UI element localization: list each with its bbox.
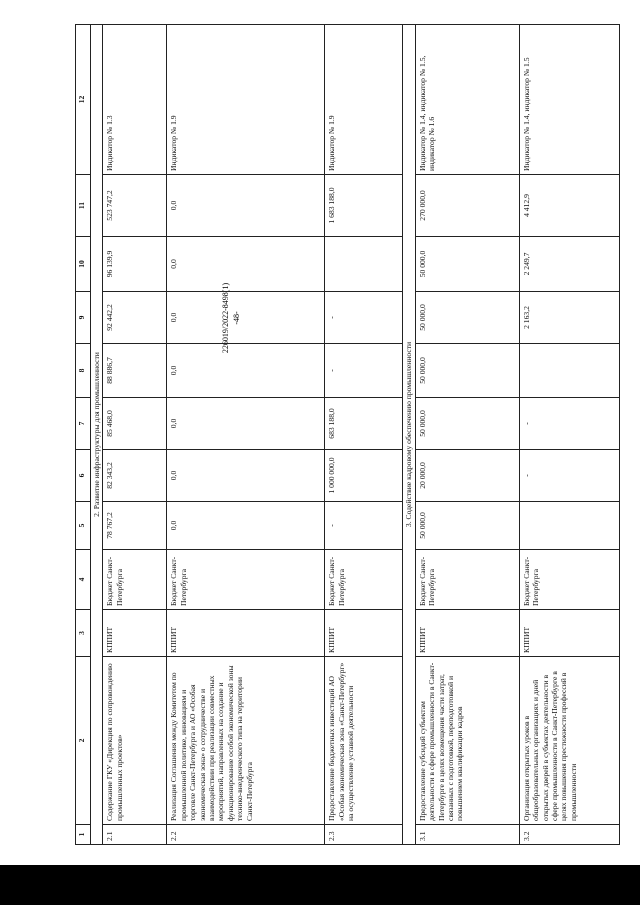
total-cell: 523 747,2 — [103, 175, 167, 237]
indicator: Индикатор № 1.3 — [103, 25, 167, 175]
row-number: 3.2 — [519, 825, 619, 845]
section-title: 2. Развитие инфраструктуры для промышленности — [91, 25, 103, 845]
funding-source: Бюджет Санкт-Петербурга — [103, 550, 167, 610]
value-cell: 78 767,2 — [103, 502, 167, 550]
executor: КППИТ — [415, 610, 519, 657]
indicator: Индикатор № 1.9 — [167, 25, 325, 175]
col-num: 9 — [76, 292, 91, 344]
value-cell: 50 000,0 — [415, 344, 519, 398]
col-num: 1 — [76, 825, 91, 845]
funding-source: Бюджет Санкт-Петербурга — [519, 550, 619, 610]
col-num: 5 — [76, 502, 91, 550]
value-cell: 2 163,2 — [519, 292, 619, 344]
total-cell: 4 412,9 — [519, 175, 619, 237]
value-cell: 50 000,0 — [415, 237, 519, 292]
col-num: 2 — [76, 657, 91, 825]
value-cell: - — [325, 292, 403, 344]
col-num: 3 — [76, 610, 91, 657]
value-cell: 0,0 — [167, 450, 325, 502]
activity-name: Содержание ГКУ «Дирекция по сопровождению промышленных проектов» — [103, 657, 167, 825]
funding-source: Бюджет Санкт-Петербурга — [415, 550, 519, 610]
col-num: 12 — [76, 25, 91, 175]
col-num: 7 — [76, 398, 91, 450]
col-num: 8 — [76, 344, 91, 398]
value-cell: 50 000,0 — [415, 398, 519, 450]
value-cell: 0,0 — [167, 502, 325, 550]
activity-name: Реализация Соглашения между Комитетом по промышленной политике, инновациям и торговле Санкт-Петербурга и АО «Особая экономическая зона» о сотрудничестве и взаимодействии при реализации совместных мероприятий, направленных на создание и функционирование особой экономической зоны технико-внедренческого типа на территории Санкт-Петербурга — [167, 657, 325, 825]
row-number: 2.1 — [103, 825, 167, 845]
activity-name: Организация открытых уроков в общеобразовательных организациях и дней открытых дверей в субъектах деятельности в сфере промышленности в Санкт-Петербурге в целях повышения престижности профессий в промышленности — [519, 657, 619, 825]
value-cell: 0,0 — [167, 237, 325, 292]
value-cell: 50 000,0 — [415, 292, 519, 344]
table-row — [325, 25, 403, 845]
row-number: 2.3 — [325, 825, 403, 845]
executor: КППИТ — [103, 610, 167, 657]
program-table — [75, 24, 620, 845]
funding-source: Бюджет Санкт-Петербурга — [325, 550, 403, 610]
total-cell: 1 683 188,0 — [325, 175, 403, 237]
value-cell — [519, 344, 619, 398]
rotated-table-wrapper — [75, 25, 640, 845]
value-cell: - — [325, 344, 403, 398]
value-cell: - — [325, 502, 403, 550]
doc-number: 226019/2022-8498(1) — [221, 282, 230, 354]
value-cell: 85 468,0 — [103, 398, 167, 450]
col-num: 10 — [76, 237, 91, 292]
activity-name: Предоставление субсидий субъектам деятельности в сфере промышленности в Санкт-Петербурге в целях возмещения части затрат, связанных с подготовкой, переподготовкой и повышением квалификации кадров — [415, 657, 519, 825]
row-number: 2.2 — [167, 825, 325, 845]
value-cell: - — [519, 450, 619, 502]
value-cell: 50 000,0 — [415, 502, 519, 550]
total-cell: 270 000,0 — [415, 175, 519, 237]
value-cell: 683 188,0 — [325, 398, 403, 450]
value-cell: 88 886,7 — [103, 344, 167, 398]
value-cell: 0,0 — [167, 344, 325, 398]
table-row — [415, 25, 519, 845]
col-num: 4 — [76, 550, 91, 610]
value-cell: 1 000 000,0 — [325, 450, 403, 502]
indicator: Индикатор № 1.4, индикатор № 1.5, индикатор № 1.6 — [415, 25, 519, 175]
value-cell: 0,0 — [167, 398, 325, 450]
value-cell: 0,0 — [167, 292, 325, 344]
activity-name: Предоставление бюджетных инвестиций АО «Особая экономическая зона «Санкт-Петербург» на осуществление уставной деятельности — [325, 657, 403, 825]
col-num: 11 — [76, 175, 91, 237]
value-cell: 20 000,0 — [415, 450, 519, 502]
indicator: Индикатор № 1.9 — [325, 25, 403, 175]
section-header-row — [91, 25, 103, 845]
value-cell: 2 249,7 — [519, 237, 619, 292]
table-row — [167, 25, 325, 845]
executor: КППИТ — [167, 610, 325, 657]
column-number-row — [76, 25, 91, 845]
executor: КППИТ — [519, 610, 619, 657]
section-header-row — [403, 25, 415, 845]
executor: КППИТ — [325, 610, 403, 657]
col-num: 6 — [76, 450, 91, 502]
indicator: Индикатор № 1.4, индикатор № 1.5 — [519, 25, 619, 175]
funding-source: Бюджет Санкт-Петербурга — [167, 550, 325, 610]
table-row — [103, 25, 167, 845]
value-cell: 96 139,9 — [103, 237, 167, 292]
value-cell: 82 343,2 — [103, 450, 167, 502]
value-cell — [325, 237, 403, 292]
value-cell: - — [519, 398, 619, 450]
row-number: 3.1 — [415, 825, 519, 845]
page-number: -48- — [232, 311, 241, 325]
section-title: 3. Содействие кадровому обеспечению промышленности — [403, 25, 415, 845]
table-row — [519, 25, 619, 845]
value-cell: 92 442,2 — [103, 292, 167, 344]
total-cell: 0,0 — [167, 175, 325, 237]
value-cell — [519, 502, 619, 550]
